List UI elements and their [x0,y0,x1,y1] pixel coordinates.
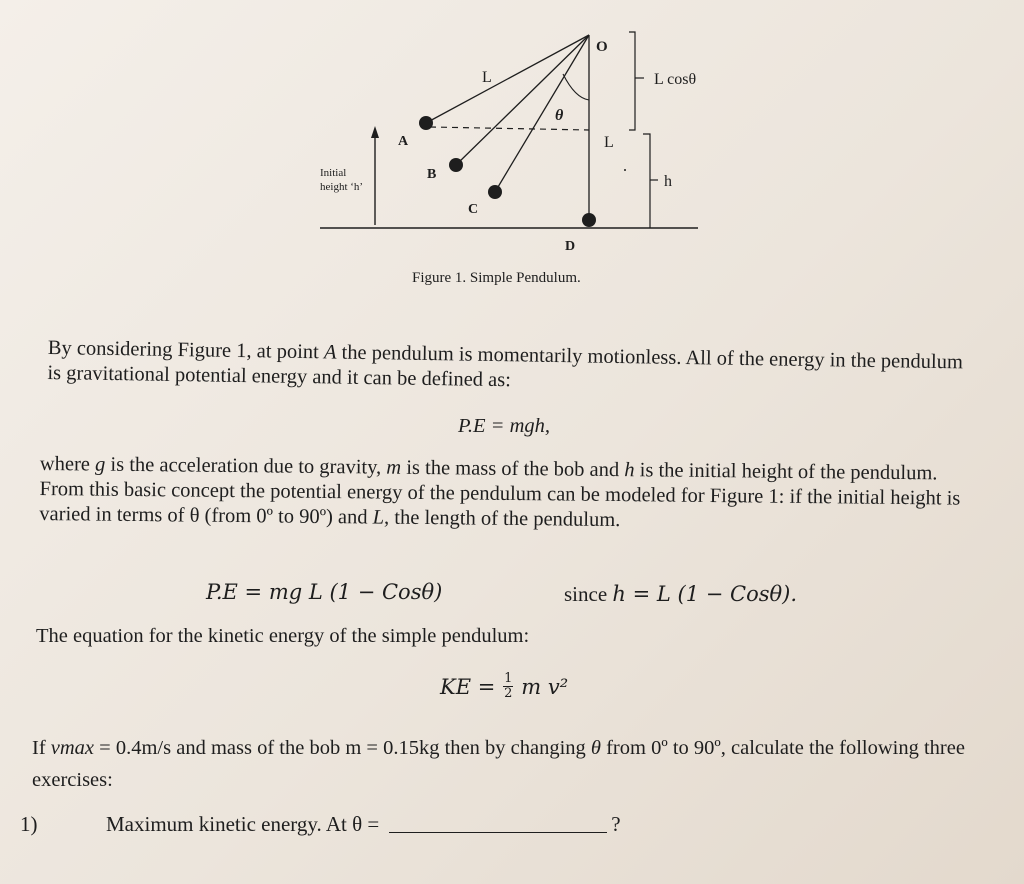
lcos-bracket [629,32,635,130]
question-end: ? [611,812,621,836]
paragraph-4: If vmax = 0.4m/s and mass of the bob m = 0.15kg then by changing θ from 0º to 90º, calculate the following three exercises: [32,737,965,791]
paragraph-2: where g is the acceleration due to gravity, m is the mass of the bob and h is the initial height of the pendulum. From this basic concept the potential energy of the pendulum can be modeled for Figure 1: if the initial height is varied in terms of θ (from 0º to 90º) and L, the length of the pendulum. [39,452,961,532]
equation-potential-energy: P.E = mgh, [458,415,551,437]
bob-d [582,213,596,227]
label-lcos: L cosθ [654,71,697,88]
label-pivot: O [596,39,608,55]
question-text: Maximum kinetic energy. At θ = [106,812,380,836]
height-arrow-head [371,126,379,138]
answer-blank[interactable] [389,812,607,833]
question-number: 1) [20,812,38,836]
label-point-b: B [427,167,437,182]
equation-height-relation: since h = L (1 − Cosθ). [564,582,797,606]
h-bracket [643,134,650,228]
equation-kinetic-energy: KE = $\frac{1}{2}$ m v² [440,671,569,701]
dashed-height-line [430,127,589,130]
paragraph-3: The equation for the kinetic energy of the simple pendulum: [36,625,530,647]
label-point-c: C [468,202,479,217]
label-point-a: A [398,134,409,149]
theta-arc [563,74,589,100]
label-initial-height-2: height ‘h’ [320,181,364,193]
label-theta: θ [555,107,564,124]
equation-pe-theta: P.E = mg L (1 − Cosθ) [206,580,443,604]
label-h: h [664,173,672,190]
label-initial-height-1: Initial [320,167,347,179]
label-length-right: L [604,134,614,151]
label-point-d: D [565,239,576,254]
fraction-half: $\frac{1}{2}$ [504,671,513,701]
string-a [426,35,589,123]
bob-b [449,158,463,172]
figure-caption: Figure 1. Simple Pendulum. [412,270,581,286]
bob-c [488,185,502,199]
paragraph-1: By considering Figure 1, at point A the pendulum is momentarily motionless. All of the energy in the pendulum is gravitational potential energy and it can be defined as: [47,336,964,392]
pendulum-figure [300,20,720,295]
question-1 [20,812,621,837]
label-length-top: L [482,69,492,86]
bob-a [419,116,433,130]
